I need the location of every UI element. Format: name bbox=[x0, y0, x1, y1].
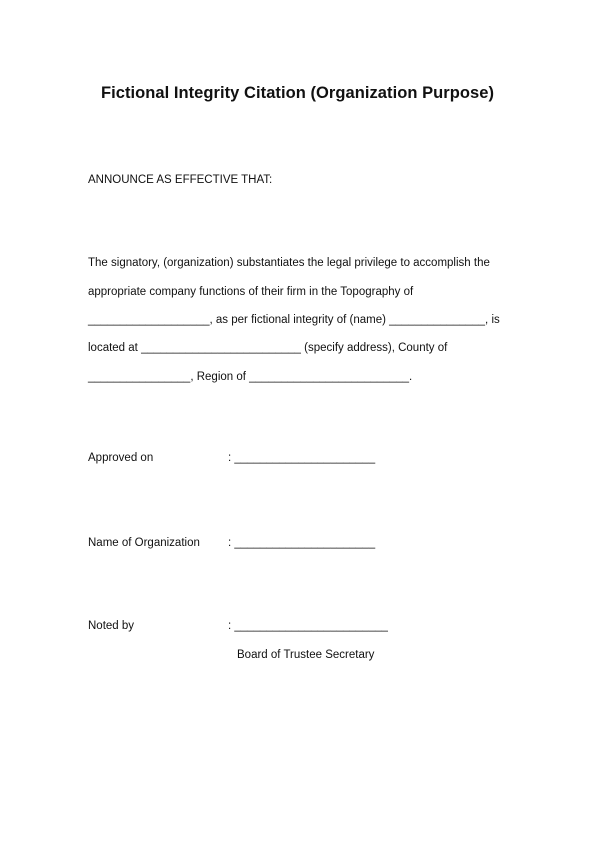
organization-name-blank: : ______________________ bbox=[228, 537, 376, 549]
body-line-2: appropriate company functions of their firm in the Topography of bbox=[88, 286, 414, 298]
approved-on-label: Approved on bbox=[88, 452, 154, 464]
body-line-4: located at _________________________ (specify address), County of bbox=[88, 342, 448, 354]
body-line-1: The signatory, (organization) substantiates the legal privilege to accomplish the bbox=[88, 257, 490, 269]
document-title: Fictional Integrity Citation (Organization Purpose) bbox=[100, 84, 495, 102]
announce-heading: ANNOUNCE AS EFFECTIVE THAT: bbox=[88, 174, 273, 186]
body-line-3: ___________________, as per fictional integrity of (name) _______________, is bbox=[88, 314, 500, 326]
organization-name-label: Name of Organization bbox=[88, 537, 200, 549]
noted-by-blank: : ________________________ bbox=[228, 620, 388, 632]
noted-by-title: Board of Trustee Secretary bbox=[237, 649, 375, 661]
approved-on-blank: : ______________________ bbox=[228, 452, 376, 464]
noted-by-label: Noted by bbox=[88, 620, 135, 632]
body-line-5: ________________, Region of _________________________. bbox=[88, 371, 413, 383]
